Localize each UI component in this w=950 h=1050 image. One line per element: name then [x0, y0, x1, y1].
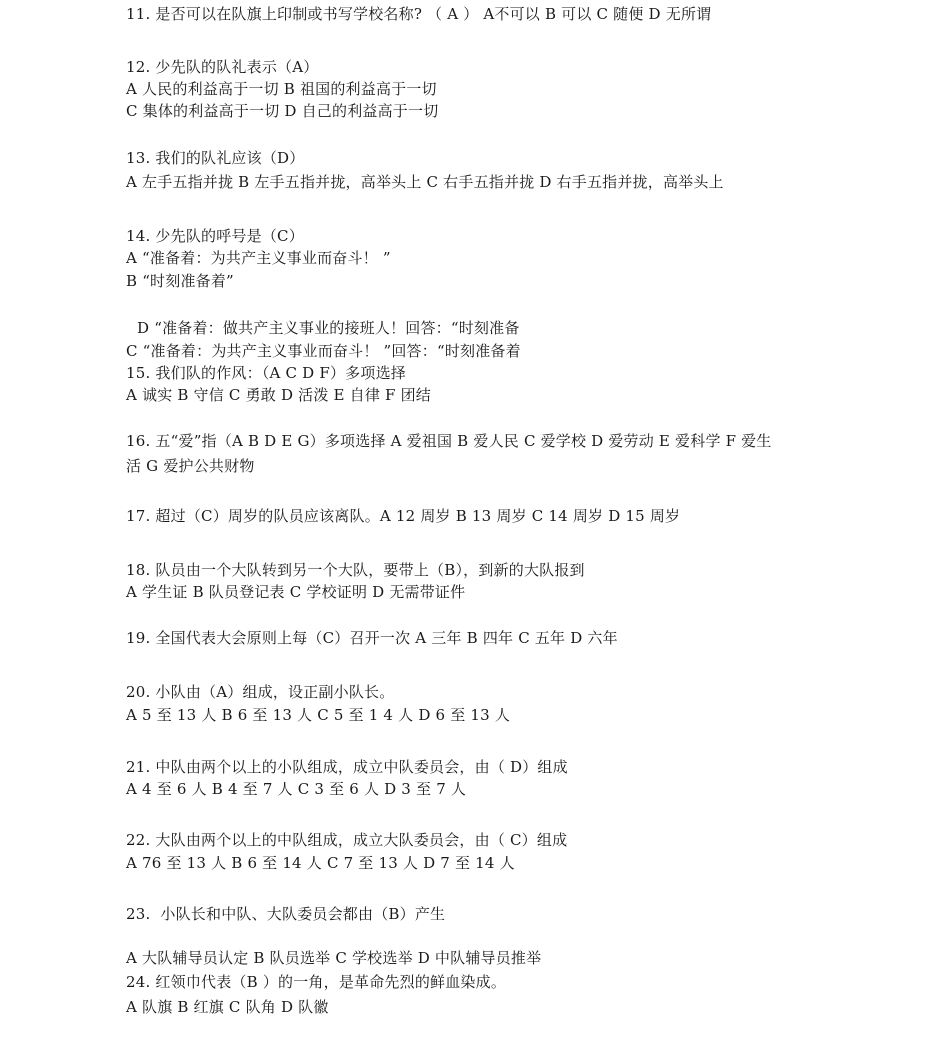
question-20: 20. 小队由（A）组成，设正副小队长。: [126, 683, 395, 701]
question-20-options: A 5 至 13 人 B 6 至 13 人 C 5 至 1 4 人 D 6 至 13 人: [126, 706, 511, 724]
question-14-option-d: D “准备着：做共产主义事业的接班人！回答：“时刻准备: [137, 319, 520, 337]
question-15-options: A 诚实 B 守信 C 勇敢 D 活泼 E 自律 F 团结: [126, 386, 431, 404]
question-14-option-b: B “时刻准备着”: [126, 272, 234, 290]
question-14: 14. 少先队的呼号是（C）: [126, 227, 304, 245]
question-15: 15. 我们队的作风：（A C D F）多项选择: [126, 364, 406, 382]
question-16: 16. 五“爱”指（A B D E G）多项选择 A 爱祖国 B 爱人民 C 爱学校 D 爱劳动 E 爱科学 F 爱生: [126, 432, 772, 450]
question-17: 17. 超过（C）周岁的队员应该离队。A 12 周岁 B 13 周岁 C 14 周岁 D 15 周岁: [126, 507, 681, 525]
question-16-continued: 活 G 爱护公共财物: [126, 457, 255, 475]
question-22-options: A 76 至 13 人 B 6 至 14 人 C 7 至 13 人 D 7 至 14 人: [126, 854, 515, 872]
question-14-option-a: A “准备着：为共产主义事业而奋斗！ ”: [126, 249, 391, 267]
question-14-option-c: C “准备着：为共产主义事业而奋斗！ ”回答：“时刻准备着: [126, 342, 521, 360]
question-23-options: A 大队辅导员认定 B 队员选举 C 学校选举 D 中队辅导员推举: [126, 949, 542, 967]
question-23: 23. 小队长和中队、大队委员会都由（B）产生: [126, 905, 446, 923]
question-13-options: A 左手五指并拢 B 左手五指并拢，高举头上 C 右手五指并拢 D 右手五指并拢，高举头上: [126, 173, 724, 191]
question-24-options: A 队旗 B 红旗 C 队角 D 队徽: [126, 998, 329, 1016]
question-21: 21. 中队由两个以上的小队组成，成立中队委员会，由（ D）组成: [126, 758, 568, 776]
question-24: 24. 红领巾代表（B ）的一角，是革命先烈的鲜血染成。: [126, 973, 507, 991]
question-18: 18. 队员由一个大队转到另一个大队，要带上（B），到新的大队报到: [126, 561, 585, 579]
question-21-options: A 4 至 6 人 B 4 至 7 人 C 3 至 6 人 D 3 至 7 人: [126, 780, 467, 798]
question-12-option-ab: A 人民的利益高于一切 B 祖国的利益高于一切: [126, 80, 437, 98]
question-12-option-cd: C 集体的利益高于一切 D 自己的利益高于一切: [126, 102, 439, 120]
question-11: 11. 是否可以在队旗上印制或书写学校名称? （ A ） A不可以 B 可以 C 随便 D 无所谓: [126, 5, 712, 23]
question-22: 22. 大队由两个以上的中队组成，成立大队委员会，由（ C）组成: [126, 831, 568, 849]
question-18-options: A 学生证 B 队员登记表 C 学校证明 D 无需带证件: [126, 583, 466, 601]
question-13: 13. 我们的队礼应该（D）: [126, 149, 305, 167]
question-19: 19. 全国代表大会原则上每（C）召开一次 A 三年 B 四年 C 五年 D 六年: [126, 629, 618, 647]
question-12: 12. 少先队的队礼表示（A）: [126, 58, 319, 76]
